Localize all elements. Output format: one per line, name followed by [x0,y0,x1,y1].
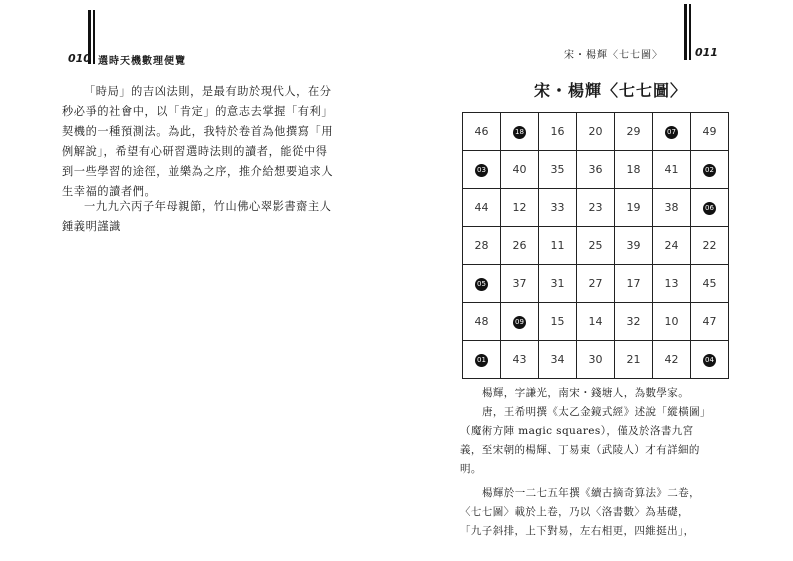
text-line: 到一些學習的途徑，並樂為之序，推介給想要追求人 [62,165,334,178]
circled-number: 06 [703,202,716,215]
grid-cell: 15 [539,303,577,341]
grid-cell: 35 [539,151,577,189]
grid-cell [691,189,729,227]
grid-cell: 39 [615,227,653,265]
page-number: 010 [68,52,91,65]
grid-cell: 31 [539,265,577,303]
grid-cell: 44 [463,189,501,227]
text-line: 秒必爭的社會中，以「肯定」的意志去掌握「有利」 [62,105,334,118]
grid-cell: 27 [577,265,615,303]
magic-square-grid [462,112,729,379]
right-page [396,0,793,561]
text-line: 明。 [460,463,482,475]
circled-number: 04 [703,354,716,367]
grid-cell: 24 [653,227,691,265]
circled-number: 18 [513,126,526,139]
grid-row [463,303,729,341]
grid-cell: 46 [463,113,501,151]
grid-cell: 37 [501,265,539,303]
header-bar [684,4,687,60]
text-line [460,384,793,403]
grid-cell: 36 [577,151,615,189]
grid-cell: 43 [501,341,539,379]
text-line: 契機的一種預測法。為此，我特於卷首為他撰寫「用 [62,125,334,138]
circled-number: 01 [475,354,488,367]
grid-cell: 16 [539,113,577,151]
text-line: 生幸福的讀者們。 [62,185,157,198]
grid-row [463,151,729,189]
grid-cell: 22 [691,227,729,265]
grid-row [463,113,729,151]
grid-cell: 26 [501,227,539,265]
grid-cell [691,341,729,379]
grid-cell: 41 [653,151,691,189]
grid-cell [501,113,539,151]
text-line: 「時局」的吉凶法則，是最有助於現代人，在分 [84,85,332,98]
signature-block [62,197,342,237]
grid-cell: 29 [615,113,653,151]
circled-number: 02 [703,164,716,177]
header-bar [689,4,691,60]
grid-cell: 38 [653,189,691,227]
signature-line: 一九九六丙子年母親節，竹山佛心翠影書齋主人 [84,200,332,213]
grid-cell: 17 [615,265,653,303]
grid-cell [463,265,501,303]
grid-cell: 32 [615,303,653,341]
grid-cell: 21 [615,341,653,379]
grid-cell [653,113,691,151]
grid-cell: 25 [577,227,615,265]
grid-cell: 10 [653,303,691,341]
circled-number: 07 [665,126,678,139]
running-title: 選時天機數理便覽 [98,56,186,67]
grid-cell: 47 [691,303,729,341]
grid-cell: 18 [615,151,653,189]
grid-cell: 11 [539,227,577,265]
grid-cell: 42 [653,341,691,379]
page-number: 011 [695,46,718,59]
header-bar [93,10,95,64]
grid-cell: 40 [501,151,539,189]
grid-row [463,341,729,379]
grid-cell: 48 [463,303,501,341]
circled-number: 09 [513,316,526,329]
grid-cell: 34 [539,341,577,379]
grid-cell [463,341,501,379]
grid-cell: 45 [691,265,729,303]
grid-cell [463,151,501,189]
running-title: 宋・楊輝〈七七圖〉 [564,50,663,61]
grid-cell: 20 [577,113,615,151]
signature-line: 鍾義明謹識 [62,220,121,233]
grid-cell: 49 [691,113,729,151]
grid-cell: 12 [501,189,539,227]
grid-row [463,189,729,227]
grid-cell: 13 [653,265,691,303]
grid-cell: 19 [615,189,653,227]
text-line-content: 楊輝於一二七五年撰《續古摘奇算法》二卷， [482,487,700,499]
text-line-content: 唐，王希明撰《太乙金鏡式經》述說「縱橫圖」 [482,406,711,418]
text-line [460,484,793,503]
text-line: 「九子斜排，上下對易，左右相更，四維挺出」， [460,525,695,537]
text-line: 〈七七圖〉載於上卷，乃以〈洛書數〉為基礎， [460,506,689,518]
text-line-content: 楊輝，字謙光，南宋・錢塘人，為數學家。 [482,387,690,399]
left-page [0,0,396,561]
text-line: 義，至宋朝的楊輝、丁易東（武陵人）才有詳細的 [460,444,700,456]
circled-number: 05 [475,278,488,291]
grid-cell: 30 [577,341,615,379]
grid-cell [501,303,539,341]
grid-cell: 33 [539,189,577,227]
figure-title: 宋・楊輝〈七七圖〉 [534,81,688,100]
body-text [460,384,793,541]
grid-cell: 14 [577,303,615,341]
grid-row [463,227,729,265]
preface-text [62,82,342,202]
grid-cell [691,151,729,189]
grid-cell: 23 [577,189,615,227]
text-line: 例解說」，希望有心研習選時法則的讀者，能從中得 [62,145,328,158]
grid-row [463,265,729,303]
circled-number: 03 [475,164,488,177]
text-line: （魔術方陣 magic squares），僅及於洛書九宮 [460,425,694,437]
text-line [460,403,793,422]
grid-cell: 28 [463,227,501,265]
